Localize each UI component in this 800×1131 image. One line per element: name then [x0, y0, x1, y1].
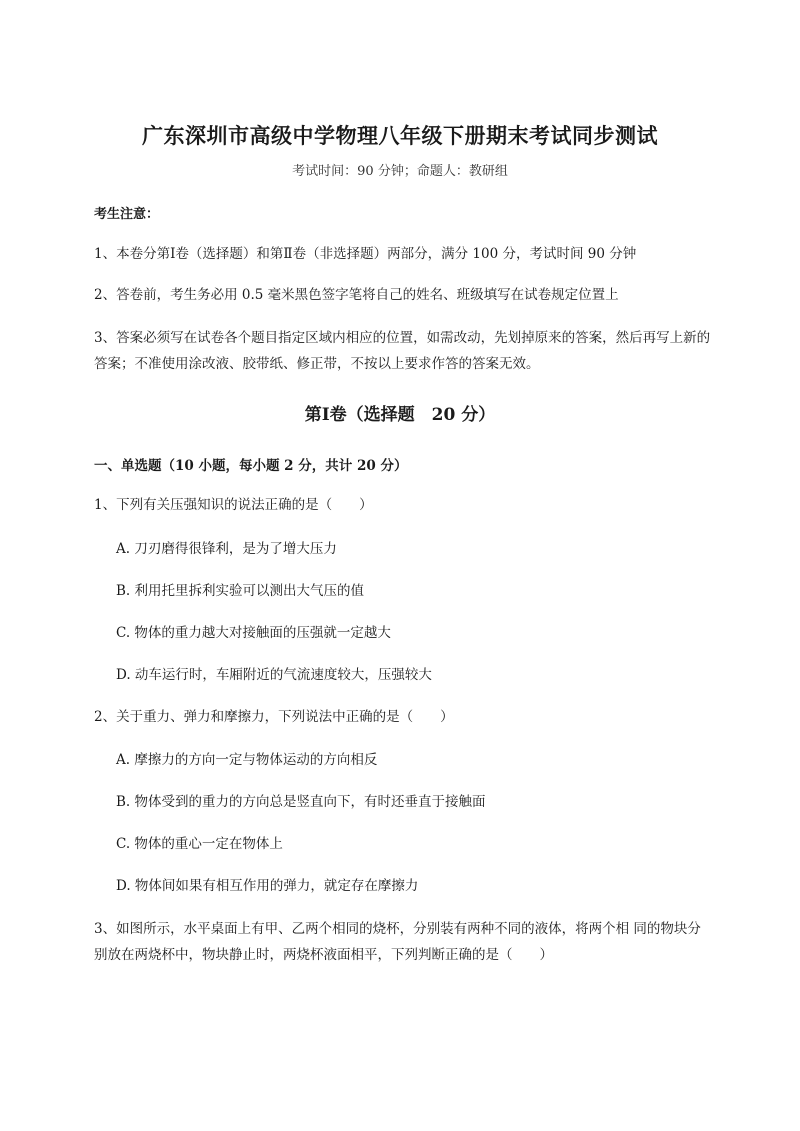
notice-heading: 考生注意： [94, 207, 160, 222]
part-heading: 一、单选题（10 小题，每小题 2 分，共计 20 分） [94, 458, 408, 474]
question-2-option-a: A. 摩擦力的方向一定与物体运动的方向相反 [116, 752, 378, 768]
exam-subtitle: 考试时间：90 分钟；命题人：教研组 [292, 164, 508, 179]
question-2-stem: 2、关于重力、弹力和摩擦力，下列说法中正确的是（ ） [94, 709, 454, 725]
question-2-option-d: D. 物体间如果有相互作用的弹力，就定存在摩擦力 [116, 878, 419, 894]
question-2-option-b: B. 物体受到的重力的方向总是竖直向下，有时还垂直于接触面 [116, 794, 486, 810]
question-1-option-a: A. 刀刃磨得很锋利，是为了增大压力 [116, 541, 337, 557]
question-1-option-d: D. 动车运行时，车厢附近的气流速度较大，压强较大 [116, 667, 432, 683]
question-1-option-b: B. 利用托里拆利实验可以测出大气压的值 [116, 583, 365, 599]
notice-item-1: 1、本卷分第Ⅰ卷（选择题）和第Ⅱ卷（非选择题）两部分，满分 100 分，考试时间 90 分钟 [94, 246, 637, 262]
question-3-stem: 3、如图所示，水平桌面上有甲、乙两个相同的烧杯，分别装有两种不同的液体，将两个相 同的物块分别放在两烧杯中，物块静止时，两烧杯液面相平，下列判断正确的是（ ） [94, 921, 701, 963]
question-1-option-c: C. 物体的重力越大对接触面的压强就一定越大 [116, 625, 391, 641]
question-2-option-c: C. 物体的重心一定在物体上 [116, 836, 283, 852]
notice-item-2: 2、答卷前，考生务必用 0.5 毫米黑色签字笔将自己的姓名、班级填写在试卷规定位置上 [94, 287, 619, 303]
question-1-stem: 1、下列有关压强知识的说法正确的是（ ） [94, 497, 373, 513]
exam-title: 广东深圳市高级中学物理八年级下册期末考试同步测试 [142, 123, 658, 148]
notice-item-3: 3、答案必须写在试卷各个题目指定区域内相应的位置，如需改动，先划掉原来的答案，然后再写上新的答案；不准使用涂改液、胶带纸、修正带，不按以上要求作答的答案无效。 [94, 330, 711, 372]
section-title: 第Ⅰ卷（选择题 20 分） [304, 405, 496, 425]
